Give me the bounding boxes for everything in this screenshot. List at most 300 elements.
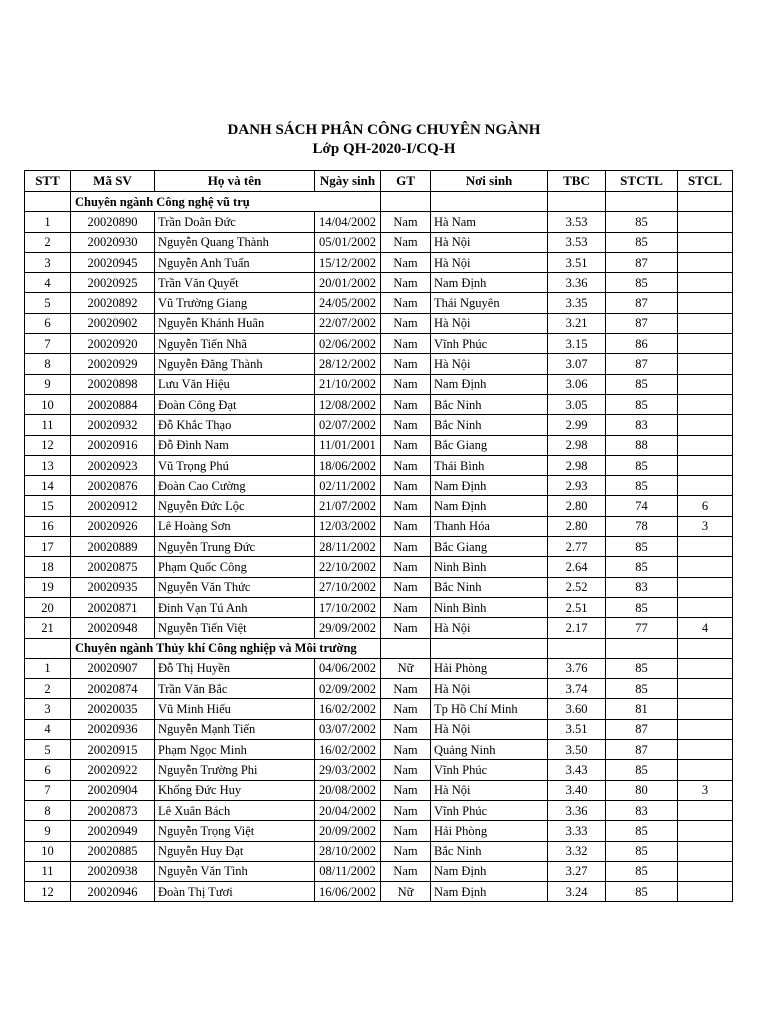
cell-birth-date: 08/11/2002 — [315, 861, 381, 881]
cell-gender: Nữ — [381, 882, 431, 902]
table-row — [25, 821, 733, 841]
cell-student-id: 20020925 — [71, 273, 155, 293]
cell-birthplace: Bắc Ninh — [431, 394, 548, 414]
cell-student-id: 20020930 — [71, 232, 155, 252]
cell-gpa: 2.64 — [548, 557, 606, 577]
cell-birthplace: Hà Nội — [431, 618, 548, 638]
cell-credits-earned: 74 — [606, 496, 678, 516]
table-row — [25, 313, 733, 333]
cell-full-name: Đoàn Thị Tươi — [155, 882, 315, 902]
cell-gender: Nam — [381, 861, 431, 881]
cell-credits-earned: 85 — [606, 232, 678, 252]
cell-full-name: Nguyễn Văn Thức — [155, 577, 315, 597]
cell-gpa: 3.50 — [548, 740, 606, 760]
header-gender: GT — [381, 171, 431, 192]
cell-birth-date: 17/10/2002 — [315, 597, 381, 617]
cell-birthplace: Hà Nội — [431, 679, 548, 699]
cell-credits-remaining: 3 — [678, 780, 733, 800]
table-row — [25, 597, 733, 617]
cell-full-name: Nguyễn Đăng Thành — [155, 354, 315, 374]
table-row — [25, 455, 733, 475]
cell-birthplace: Thanh Hóa — [431, 516, 548, 536]
cell-credits-remaining — [678, 273, 733, 293]
cell-birthplace: Bắc Giang — [431, 435, 548, 455]
cell-stt: 4 — [25, 273, 71, 293]
cell-gpa: 2.98 — [548, 435, 606, 455]
cell-birth-date: 12/08/2002 — [315, 394, 381, 414]
cell-stt: 2 — [25, 679, 71, 699]
cell-birth-date: 27/10/2002 — [315, 577, 381, 597]
cell-gender: Nam — [381, 537, 431, 557]
cell-birthplace: Quảng Ninh — [431, 740, 548, 760]
cell-credits-earned: 87 — [606, 252, 678, 272]
cell-birthplace: Tp Hồ Chí Minh — [431, 699, 548, 719]
cell-gender: Nam — [381, 374, 431, 394]
cell-credits-remaining — [678, 435, 733, 455]
table-row — [25, 740, 733, 760]
cell-credits-remaining — [678, 476, 733, 496]
header-credits-remaining: STCL — [678, 171, 733, 192]
cell-birthplace: Bắc Ninh — [431, 841, 548, 861]
cell-gender: Nam — [381, 577, 431, 597]
cell-credits-earned: 85 — [606, 557, 678, 577]
cell-empty — [431, 192, 548, 212]
cell-full-name: Đinh Vạn Tú Anh — [155, 597, 315, 617]
cell-gender: Nam — [381, 313, 431, 333]
cell-credits-earned: 78 — [606, 516, 678, 536]
cell-credits-earned: 83 — [606, 800, 678, 820]
table-header-row — [25, 171, 733, 192]
cell-stt: 10 — [25, 394, 71, 414]
cell-student-id: 20020929 — [71, 354, 155, 374]
cell-student-id: 20020890 — [71, 212, 155, 232]
cell-birthplace: Nam Định — [431, 476, 548, 496]
cell-full-name: Phạm Quốc Công — [155, 557, 315, 577]
cell-birthplace: Hải Phòng — [431, 821, 548, 841]
cell-gender: Nam — [381, 496, 431, 516]
cell-full-name: Nguyễn Trung Đức — [155, 537, 315, 557]
cell-gpa: 3.21 — [548, 313, 606, 333]
student-roster-table — [24, 170, 733, 902]
cell-birth-date: 04/06/2002 — [315, 658, 381, 678]
table-row — [25, 557, 733, 577]
cell-full-name: Nguyễn Huy Đạt — [155, 841, 315, 861]
table-row — [25, 861, 733, 881]
cell-gender: Nam — [381, 719, 431, 739]
cell-full-name: Đoàn Công Đạt — [155, 394, 315, 414]
cell-student-id: 20020873 — [71, 800, 155, 820]
cell-gpa: 3.36 — [548, 800, 606, 820]
cell-student-id: 20020892 — [71, 293, 155, 313]
cell-stt: 12 — [25, 435, 71, 455]
table-row — [25, 882, 733, 902]
cell-birth-date: 02/09/2002 — [315, 679, 381, 699]
cell-birth-date: 02/07/2002 — [315, 415, 381, 435]
cell-credits-remaining — [678, 557, 733, 577]
cell-credits-earned: 85 — [606, 273, 678, 293]
cell-student-id: 20020922 — [71, 760, 155, 780]
cell-credits-remaining — [678, 293, 733, 313]
cell-credits-earned: 85 — [606, 455, 678, 475]
cell-birth-date: 02/11/2002 — [315, 476, 381, 496]
table-row — [25, 719, 733, 739]
cell-birthplace: Vĩnh Phúc — [431, 760, 548, 780]
table-row — [25, 780, 733, 800]
cell-stt: 18 — [25, 557, 71, 577]
cell-gender: Nam — [381, 679, 431, 699]
header-birth-date: Ngày sinh — [315, 171, 381, 192]
cell-birth-date: 22/10/2002 — [315, 557, 381, 577]
cell-gender: Nam — [381, 476, 431, 496]
cell-birth-date: 28/10/2002 — [315, 841, 381, 861]
cell-stt: 11 — [25, 415, 71, 435]
cell-birth-date: 24/05/2002 — [315, 293, 381, 313]
cell-gpa: 2.80 — [548, 496, 606, 516]
cell-stt: 8 — [25, 354, 71, 374]
cell-stt: 14 — [25, 476, 71, 496]
table-row — [25, 374, 733, 394]
cell-birth-date: 18/06/2002 — [315, 455, 381, 475]
cell-empty — [25, 192, 71, 212]
cell-birthplace: Hà Nội — [431, 354, 548, 374]
cell-birth-date: 14/04/2002 — [315, 212, 381, 232]
cell-student-id: 20020884 — [71, 394, 155, 414]
cell-student-id: 20020916 — [71, 435, 155, 455]
cell-birthplace: Hà Nam — [431, 212, 548, 232]
cell-birthplace: Hà Nội — [431, 780, 548, 800]
cell-gpa: 2.99 — [548, 415, 606, 435]
cell-full-name: Lưu Văn Hiệu — [155, 374, 315, 394]
cell-full-name: Đỗ Khắc Thạo — [155, 415, 315, 435]
cell-gender: Nữ — [381, 658, 431, 678]
cell-birthplace: Nam Định — [431, 861, 548, 881]
cell-credits-earned: 85 — [606, 537, 678, 557]
cell-full-name: Nguyễn Quang Thành — [155, 232, 315, 252]
cell-credits-remaining: 3 — [678, 516, 733, 536]
cell-credits-earned: 83 — [606, 577, 678, 597]
cell-gender: Nam — [381, 415, 431, 435]
cell-credits-remaining — [678, 537, 733, 557]
cell-credits-remaining — [678, 455, 733, 475]
cell-stt: 3 — [25, 699, 71, 719]
cell-stt: 11 — [25, 861, 71, 881]
cell-student-id: 20020912 — [71, 496, 155, 516]
cell-birthplace: Bắc Ninh — [431, 577, 548, 597]
cell-credits-remaining — [678, 699, 733, 719]
cell-credits-remaining — [678, 354, 733, 374]
cell-birth-date: 29/03/2002 — [315, 760, 381, 780]
cell-student-id: 20020871 — [71, 597, 155, 617]
cell-credits-earned: 87 — [606, 354, 678, 374]
cell-gpa: 3.40 — [548, 780, 606, 800]
cell-birth-date: 11/01/2001 — [315, 435, 381, 455]
table-row — [25, 699, 733, 719]
cell-gpa: 3.53 — [548, 212, 606, 232]
cell-student-id: 20020948 — [71, 618, 155, 638]
cell-credits-remaining — [678, 841, 733, 861]
cell-stt: 19 — [25, 577, 71, 597]
cell-birthplace: Nam Định — [431, 882, 548, 902]
cell-student-id: 20020936 — [71, 719, 155, 739]
cell-empty — [381, 192, 431, 212]
cell-credits-earned: 85 — [606, 374, 678, 394]
table-row — [25, 293, 733, 313]
cell-stt: 15 — [25, 496, 71, 516]
table-row — [25, 415, 733, 435]
cell-credits-earned: 81 — [606, 699, 678, 719]
table-row — [25, 354, 733, 374]
table-body — [25, 192, 733, 902]
cell-credits-remaining — [678, 821, 733, 841]
cell-student-id: 20020920 — [71, 334, 155, 354]
cell-birth-date: 16/02/2002 — [315, 699, 381, 719]
cell-birth-date: 02/06/2002 — [315, 334, 381, 354]
cell-gender: Nam — [381, 516, 431, 536]
cell-stt: 9 — [25, 821, 71, 841]
cell-credits-remaining — [678, 577, 733, 597]
cell-credits-earned: 85 — [606, 597, 678, 617]
cell-stt: 16 — [25, 516, 71, 536]
cell-credits-remaining — [678, 313, 733, 333]
cell-full-name: Nguyễn Trọng Việt — [155, 821, 315, 841]
header-full-name: Họ và tên — [155, 171, 315, 192]
cell-birth-date: 29/09/2002 — [315, 618, 381, 638]
cell-credits-earned: 80 — [606, 780, 678, 800]
cell-gender: Nam — [381, 740, 431, 760]
cell-gender: Nam — [381, 435, 431, 455]
cell-gender: Nam — [381, 618, 431, 638]
cell-full-name: Trần Văn Bắc — [155, 679, 315, 699]
cell-credits-remaining — [678, 861, 733, 881]
cell-birth-date: 16/02/2002 — [315, 740, 381, 760]
cell-gender: Nam — [381, 455, 431, 475]
cell-birthplace: Hà Nội — [431, 252, 548, 272]
cell-gpa: 3.33 — [548, 821, 606, 841]
cell-full-name: Trần Doãn Đức — [155, 212, 315, 232]
cell-birthplace: Nam Định — [431, 273, 548, 293]
cell-credits-earned: 85 — [606, 212, 678, 232]
cell-credits-remaining — [678, 334, 733, 354]
cell-gender: Nam — [381, 699, 431, 719]
cell-gender: Nam — [381, 821, 431, 841]
cell-stt: 13 — [25, 455, 71, 475]
header-stt: STT — [25, 171, 71, 192]
cell-empty — [25, 638, 71, 658]
cell-birth-date: 21/10/2002 — [315, 374, 381, 394]
cell-gpa: 3.27 — [548, 861, 606, 881]
cell-credits-earned: 85 — [606, 476, 678, 496]
cell-credits-remaining — [678, 252, 733, 272]
cell-gender: Nam — [381, 334, 431, 354]
cell-credits-remaining — [678, 658, 733, 678]
cell-credits-earned: 87 — [606, 740, 678, 760]
cell-stt: 21 — [25, 618, 71, 638]
cell-credits-remaining — [678, 719, 733, 739]
cell-gpa: 3.74 — [548, 679, 606, 699]
header-birthplace: Nơi sinh — [431, 171, 548, 192]
cell-full-name: Nguyễn Văn Tình — [155, 861, 315, 881]
cell-full-name: Nguyễn Khánh Huân — [155, 313, 315, 333]
cell-gender: Nam — [381, 780, 431, 800]
cell-student-id: 20020932 — [71, 415, 155, 435]
section-header-row — [25, 192, 733, 212]
cell-gender: Nam — [381, 252, 431, 272]
cell-stt: 6 — [25, 313, 71, 333]
cell-gender: Nam — [381, 597, 431, 617]
cell-student-id: 20020904 — [71, 780, 155, 800]
cell-full-name: Đoàn Cao Cường — [155, 476, 315, 496]
cell-credits-remaining — [678, 740, 733, 760]
table-row — [25, 760, 733, 780]
cell-empty — [431, 638, 548, 658]
cell-student-id: 20020885 — [71, 841, 155, 861]
cell-stt: 17 — [25, 537, 71, 557]
cell-empty — [606, 192, 678, 212]
cell-gpa: 3.76 — [548, 658, 606, 678]
header-student-id: Mã SV — [71, 171, 155, 192]
cell-credits-remaining — [678, 232, 733, 252]
cell-gpa: 2.77 — [548, 537, 606, 557]
cell-credits-earned: 85 — [606, 394, 678, 414]
table-row — [25, 537, 733, 557]
document-subtitle: Lớp QH-2020-I/CQ-H — [312, 141, 456, 157]
cell-gpa: 3.43 — [548, 760, 606, 780]
table-row — [25, 252, 733, 272]
table-row — [25, 273, 733, 293]
cell-birthplace: Hà Nội — [431, 232, 548, 252]
cell-gpa: 3.07 — [548, 354, 606, 374]
cell-full-name: Khổng Đức Huy — [155, 780, 315, 800]
cell-gender: Nam — [381, 841, 431, 861]
cell-student-id: 20020875 — [71, 557, 155, 577]
cell-gpa: 2.98 — [548, 455, 606, 475]
cell-student-id: 20020946 — [71, 882, 155, 902]
cell-birth-date: 12/03/2002 — [315, 516, 381, 536]
cell-birth-date: 15/12/2002 — [315, 252, 381, 272]
cell-student-id: 20020923 — [71, 455, 155, 475]
cell-stt: 8 — [25, 800, 71, 820]
table-row — [25, 679, 733, 699]
cell-birth-date: 20/09/2002 — [315, 821, 381, 841]
cell-stt: 10 — [25, 841, 71, 861]
cell-student-id: 20020926 — [71, 516, 155, 536]
table-row — [25, 394, 733, 414]
cell-credits-remaining — [678, 597, 733, 617]
cell-gender: Nam — [381, 800, 431, 820]
cell-birth-date: 22/07/2002 — [315, 313, 381, 333]
cell-full-name: Nguyễn Tiến Việt — [155, 618, 315, 638]
cell-stt: 7 — [25, 780, 71, 800]
table-row — [25, 334, 733, 354]
cell-student-id: 20020938 — [71, 861, 155, 881]
cell-empty — [678, 638, 733, 658]
cell-student-id: 20020902 — [71, 313, 155, 333]
table-row — [25, 232, 733, 252]
cell-birth-date: 16/06/2002 — [315, 882, 381, 902]
cell-credits-earned: 85 — [606, 658, 678, 678]
header-credits-earned: STCTL — [606, 171, 678, 192]
cell-credits-earned: 86 — [606, 334, 678, 354]
cell-gpa: 2.51 — [548, 597, 606, 617]
cell-birth-date: 03/07/2002 — [315, 719, 381, 739]
cell-gpa: 3.32 — [548, 841, 606, 861]
document-title: DANH SÁCH PHÂN CÔNG CHUYÊN NGÀNH — [227, 122, 541, 138]
cell-birthplace: Thái Nguyên — [431, 293, 548, 313]
cell-full-name: Trần Văn Quyết — [155, 273, 315, 293]
section-title: Chuyên ngành Thủy khí Công nghiệp và Môi trường — [71, 638, 381, 658]
cell-student-id: 20020949 — [71, 821, 155, 841]
cell-gender: Nam — [381, 273, 431, 293]
table-row — [25, 496, 733, 516]
cell-full-name: Lê Xuân Bách — [155, 800, 315, 820]
table-row — [25, 841, 733, 861]
cell-credits-earned: 85 — [606, 861, 678, 881]
cell-birth-date: 28/12/2002 — [315, 354, 381, 374]
cell-full-name: Nguyễn Mạnh Tiến — [155, 719, 315, 739]
cell-credits-earned: 85 — [606, 821, 678, 841]
cell-gender: Nam — [381, 760, 431, 780]
cell-birthplace: Hải Phòng — [431, 658, 548, 678]
cell-full-name: Phạm Ngọc Minh — [155, 740, 315, 760]
cell-credits-earned: 88 — [606, 435, 678, 455]
cell-credits-earned: 87 — [606, 719, 678, 739]
cell-birth-date: 21/07/2002 — [315, 496, 381, 516]
cell-student-id: 20020935 — [71, 577, 155, 597]
cell-full-name: Vũ Minh Hiếu — [155, 699, 315, 719]
cell-full-name: Đỗ Thị Huyền — [155, 658, 315, 678]
cell-credits-remaining — [678, 882, 733, 902]
cell-credits-remaining — [678, 679, 733, 699]
cell-birth-date: 28/11/2002 — [315, 537, 381, 557]
cell-birthplace: Vĩnh Phúc — [431, 334, 548, 354]
cell-stt: 3 — [25, 252, 71, 272]
cell-birthplace: Nam Định — [431, 374, 548, 394]
cell-birthplace: Nam Định — [431, 496, 548, 516]
cell-birthplace: Thái Bình — [431, 455, 548, 475]
cell-birthplace: Ninh Bình — [431, 557, 548, 577]
cell-credits-remaining — [678, 760, 733, 780]
cell-credits-earned: 77 — [606, 618, 678, 638]
cell-student-id: 20020898 — [71, 374, 155, 394]
cell-student-id: 20020915 — [71, 740, 155, 760]
section-header-row — [25, 638, 733, 658]
cell-stt: 6 — [25, 760, 71, 780]
cell-stt: 7 — [25, 334, 71, 354]
cell-gender: Nam — [381, 293, 431, 313]
cell-full-name: Vũ Trọng Phú — [155, 455, 315, 475]
cell-birth-date: 20/04/2002 — [315, 800, 381, 820]
cell-gpa: 3.60 — [548, 699, 606, 719]
cell-birth-date: 20/01/2002 — [315, 273, 381, 293]
cell-gpa: 3.06 — [548, 374, 606, 394]
cell-student-id: 20020035 — [71, 699, 155, 719]
cell-student-id: 20020889 — [71, 537, 155, 557]
cell-birthplace: Hà Nội — [431, 313, 548, 333]
cell-gender: Nam — [381, 394, 431, 414]
table-row — [25, 658, 733, 678]
cell-credits-remaining — [678, 394, 733, 414]
cell-credits-remaining — [678, 212, 733, 232]
cell-stt: 1 — [25, 658, 71, 678]
cell-credits-remaining — [678, 374, 733, 394]
cell-student-id: 20020876 — [71, 476, 155, 496]
cell-empty — [381, 638, 431, 658]
cell-student-id: 20020874 — [71, 679, 155, 699]
cell-birthplace: Ninh Bình — [431, 597, 548, 617]
cell-gpa: 3.51 — [548, 252, 606, 272]
cell-birthplace: Bắc Ninh — [431, 415, 548, 435]
cell-birthplace: Hà Nội — [431, 719, 548, 739]
